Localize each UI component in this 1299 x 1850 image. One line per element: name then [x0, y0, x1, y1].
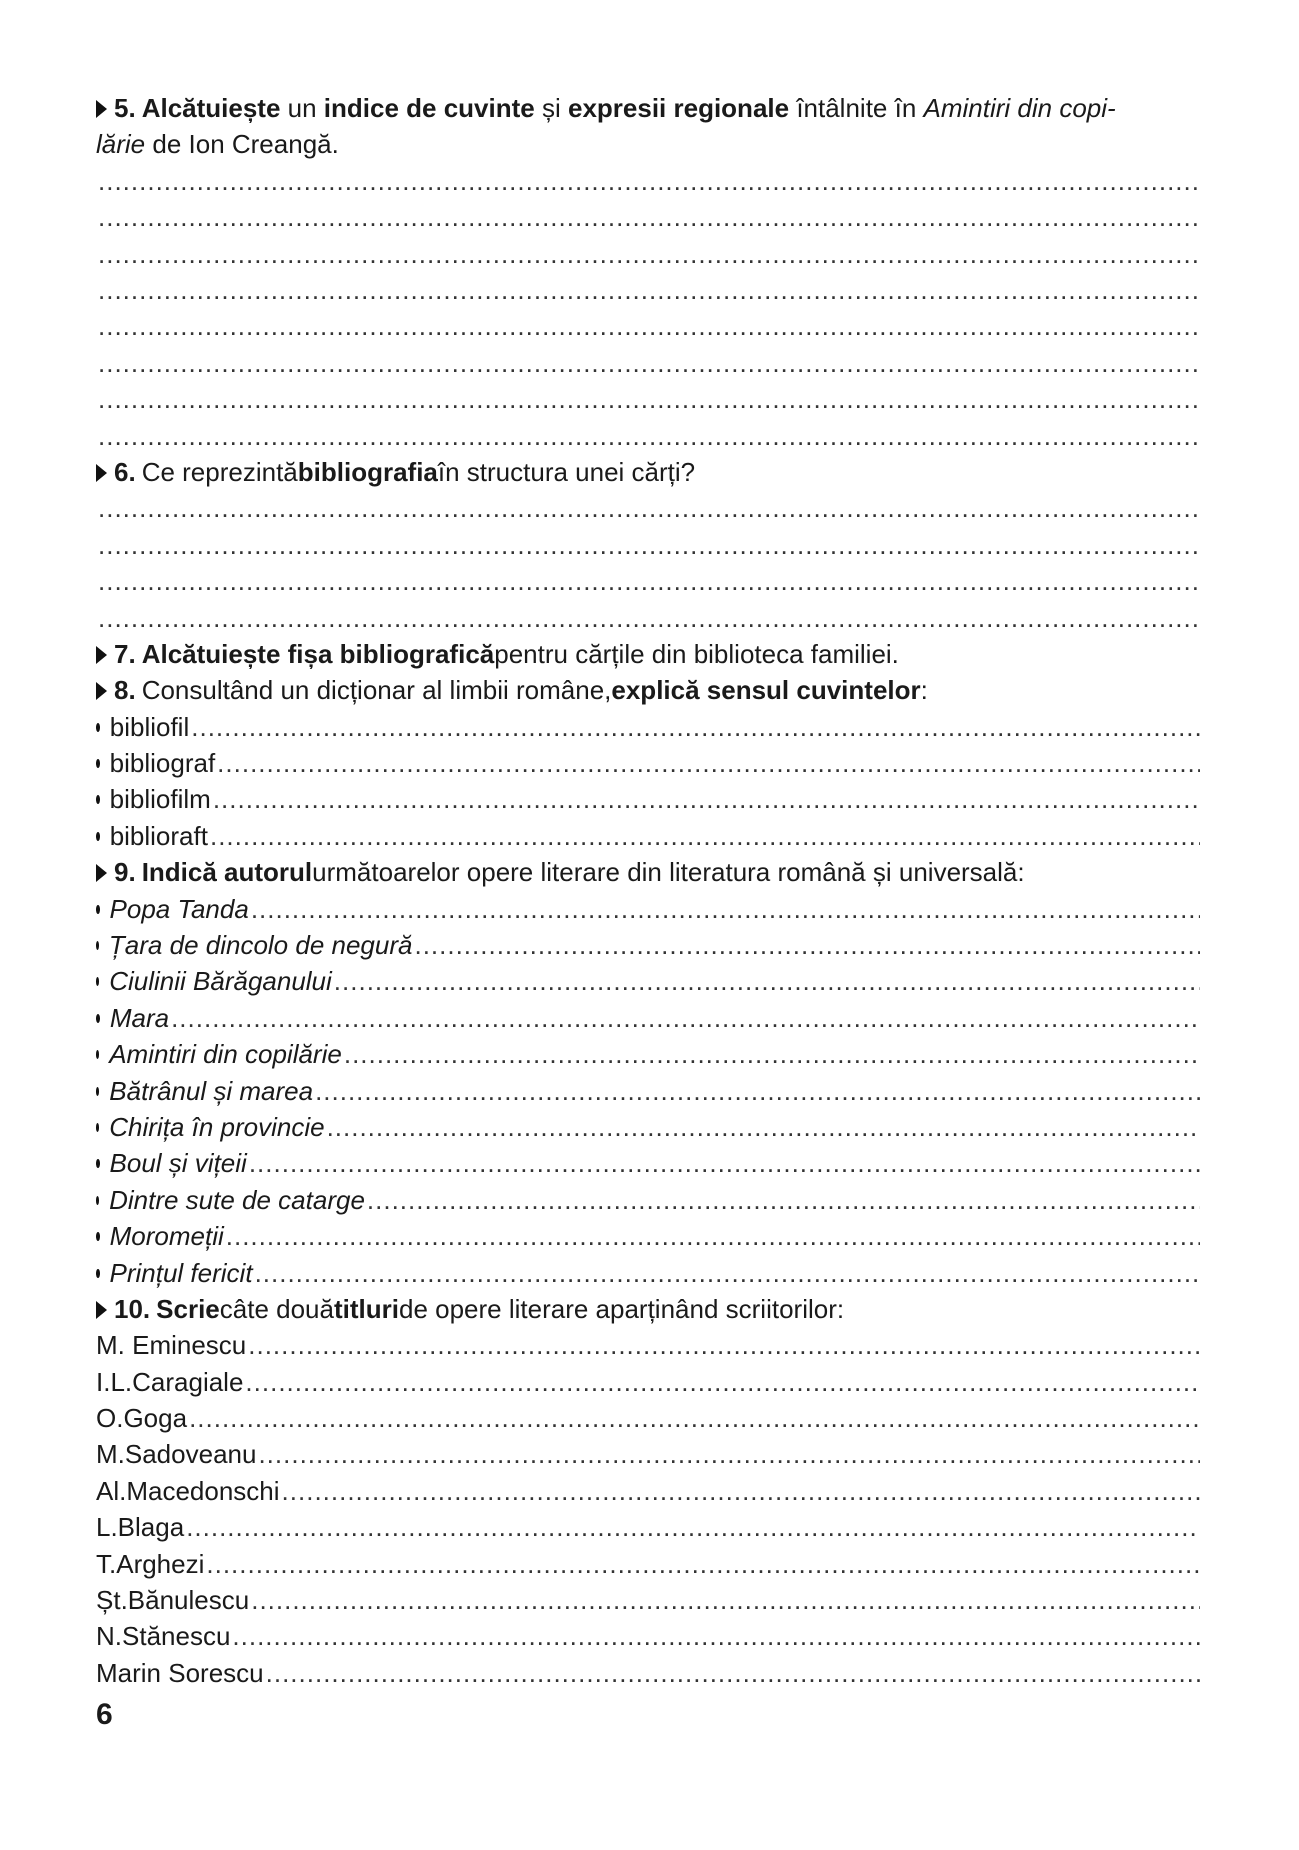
writer-name: Al.Macedonschi: [96, 1475, 280, 1506]
question-number: 9.: [114, 857, 136, 888]
writer-row[interactable]: [96, 1582, 1200, 1618]
work-title: Popa Tanda: [109, 893, 249, 924]
bullet-icon: [96, 723, 100, 732]
writer-row[interactable]: [96, 1546, 1200, 1582]
answer-line[interactable]: [96, 272, 1200, 308]
list-item[interactable]: [96, 1218, 1200, 1254]
writer-row[interactable]: [96, 1400, 1200, 1436]
work-title: Boul și vițeii: [109, 1148, 247, 1179]
question-number: 6.: [114, 456, 136, 487]
bullet-icon: [96, 1269, 100, 1278]
bullet-icon: [96, 1159, 100, 1168]
answer-line[interactable]: [96, 600, 1200, 636]
answer-line[interactable]: [96, 345, 1200, 381]
arrow-icon: [96, 864, 107, 882]
item-label: bibliofil: [109, 711, 190, 742]
writer-name: N.Stănescu: [96, 1621, 231, 1652]
answer-line[interactable]: [96, 236, 1200, 272]
item-label: bibliofilm: [109, 784, 211, 815]
question-9: [96, 854, 1200, 890]
work-title: Moromeții: [109, 1221, 224, 1252]
item-label: biblioraft: [109, 820, 208, 851]
list-item[interactable]: [96, 818, 1200, 854]
writer-row[interactable]: [96, 1436, 1200, 1472]
text: :: [920, 675, 928, 706]
item-label: bibliograf: [109, 748, 216, 779]
question-number: 7.: [114, 638, 136, 669]
answer-line[interactable]: [96, 308, 1200, 344]
emph-text: Alcătuiește fișa bibliografică: [141, 638, 495, 669]
writer-name: I.L.Caragiale: [96, 1366, 244, 1397]
list-item[interactable]: [96, 891, 1200, 927]
text: pentru cărțile din biblioteca familiei.: [494, 638, 899, 669]
arrow-icon: [96, 646, 107, 664]
writer-row[interactable]: [96, 1618, 1200, 1654]
writer-row[interactable]: [96, 1327, 1200, 1363]
book-title: Amintiri din copi-: [923, 93, 1116, 123]
text: întâlnite în: [789, 93, 924, 123]
bullet-icon: [96, 1014, 100, 1023]
writer-row[interactable]: [96, 1509, 1200, 1545]
arrow-icon: [96, 464, 107, 482]
page-number: 6: [96, 1698, 113, 1731]
writer-name: Marin Sorescu: [96, 1657, 264, 1688]
arrow-icon: [96, 100, 107, 118]
bullet-icon: [96, 1123, 99, 1132]
writer-row[interactable]: [96, 1364, 1200, 1400]
bullet-icon: [96, 941, 99, 950]
emph-text: Indică autorul: [141, 857, 313, 888]
book-title: lărie: [96, 129, 146, 160]
list-item[interactable]: [96, 927, 1200, 963]
worksheet: [96, 90, 1200, 1691]
work-title: Chirița în provincie: [109, 1111, 325, 1142]
text: și: [534, 93, 568, 123]
answer-line[interactable]: [96, 199, 1200, 235]
bullet-icon: [96, 1196, 99, 1205]
emph-text: Alcătuiește: [141, 93, 281, 123]
arrow-icon: [96, 682, 107, 700]
writer-name: O.Goga: [96, 1403, 188, 1434]
emph-text: indice de cuvinte: [323, 93, 535, 123]
answer-line[interactable]: [96, 381, 1200, 417]
list-item[interactable]: [96, 745, 1200, 781]
emph-text: Scrie: [156, 1293, 220, 1324]
list-item[interactable]: [96, 709, 1200, 745]
writer-name: M. Eminescu: [96, 1330, 247, 1361]
list-item[interactable]: [96, 1000, 1200, 1036]
work-title: Mara: [109, 1002, 170, 1033]
list-item[interactable]: [96, 1255, 1200, 1291]
bullet-icon: [96, 905, 100, 914]
bullet-icon: [96, 1050, 99, 1059]
question-6: [96, 454, 1200, 490]
text: Ce reprezintă: [141, 456, 298, 487]
text: de Ion Creangă.: [145, 129, 339, 160]
answer-line[interactable]: [96, 527, 1200, 563]
work-title: Ciulinii Bărăganului: [109, 966, 332, 997]
bullet-icon: [96, 832, 100, 841]
writer-name: T.Arghezi: [96, 1548, 205, 1579]
question-number: 10.: [114, 1293, 151, 1324]
bullet-icon: [96, 759, 100, 768]
work-title: Țara de dincolo de negură: [108, 930, 413, 961]
answer-line[interactable]: [96, 490, 1200, 526]
bullet-icon: [96, 1087, 99, 1096]
work-title: Prințul fericit: [109, 1257, 253, 1288]
text: de opere literare aparținând scriitorilor:: [398, 1293, 845, 1324]
bullet-icon: [96, 1232, 100, 1241]
question-number: 8.: [114, 675, 136, 706]
writer-name: L.Blaga: [96, 1512, 185, 1543]
question-8: [96, 672, 1200, 708]
list-item[interactable]: [96, 1182, 1200, 1218]
writer-row[interactable]: [96, 1473, 1200, 1509]
text: Consultând un dicționar al limbii române,: [141, 675, 612, 706]
answer-line[interactable]: [96, 418, 1200, 454]
list-item[interactable]: [96, 1036, 1200, 1072]
emph-text: titluri: [333, 1293, 399, 1324]
question-7: [96, 636, 1200, 672]
text: câte două: [219, 1293, 334, 1324]
question-10: [96, 1291, 1200, 1327]
work-title: Bătrânul și marea: [109, 1075, 314, 1106]
arrow-icon: [96, 1301, 107, 1319]
question-5: [96, 90, 1200, 163]
writer-name: M.Sadoveanu: [96, 1439, 257, 1470]
bullet-icon: [96, 977, 99, 986]
text: următoarelor opere literare din literatura română și universală:: [312, 857, 1025, 888]
list-item[interactable]: [96, 1109, 1200, 1145]
list-item[interactable]: [96, 781, 1200, 817]
question-number: 5.: [114, 93, 136, 123]
answer-line[interactable]: [96, 563, 1200, 599]
text: un: [280, 93, 324, 123]
answer-line[interactable]: [96, 163, 1200, 199]
list-item[interactable]: [96, 963, 1200, 999]
bullet-icon: [96, 795, 100, 804]
question-5-text: [96, 90, 1116, 163]
emph-text: explică sensul cuvintelor: [611, 675, 921, 706]
list-item[interactable]: [96, 1073, 1200, 1109]
emph-text: bibliografia: [297, 456, 438, 487]
writer-row[interactable]: [96, 1655, 1200, 1691]
text: în structura unei cărți?: [437, 456, 696, 487]
work-title: Dintre sute de catarge: [109, 1184, 365, 1215]
writer-name: Șt.Bănulescu: [96, 1585, 250, 1616]
work-title: Amintiri din copilărie: [109, 1039, 342, 1070]
list-item[interactable]: [96, 1145, 1200, 1181]
emph-text: expresii regionale: [567, 93, 790, 123]
